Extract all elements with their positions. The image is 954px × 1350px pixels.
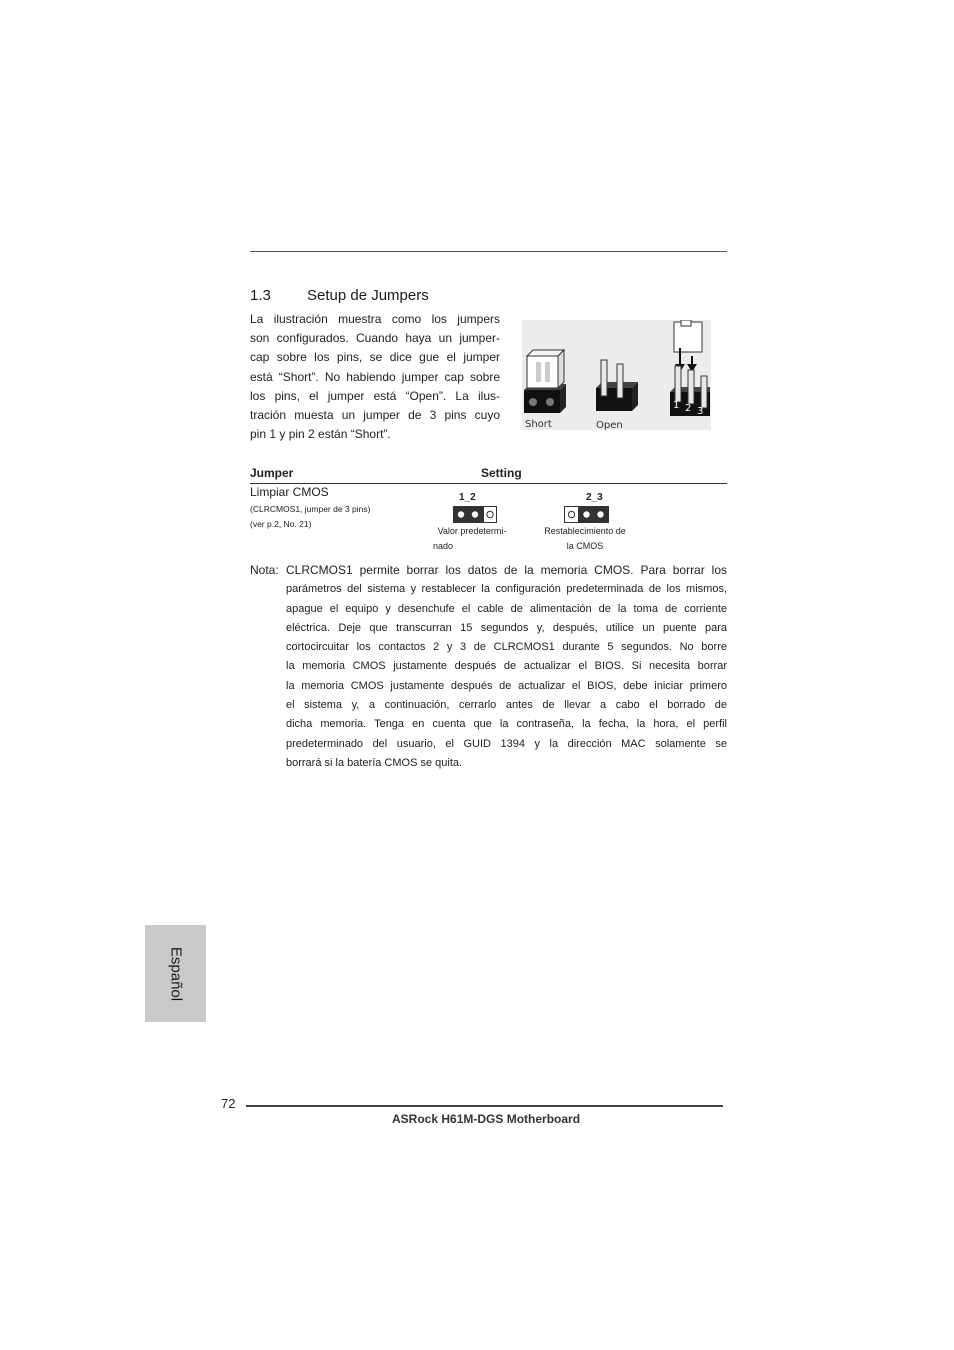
intro-line: cap sobre los pins, se dice gue el jumper [250,350,500,365]
intro-line: pin 1 y pin 2 están “Short”. [250,427,391,442]
table-header-setting: Setting [481,466,522,480]
jumper-subtitle: (CLRCMOS1, jumper de 3 pins) [250,504,371,514]
setting-2-3-caption-line: Restablecimiento de [544,526,626,536]
note-line: el sistema y, a continuación, cerrarlo antes de llevar a cabo el borrado de [286,699,727,712]
footer-title: ASRock H61M-DGS Motherboard [392,1112,581,1126]
section-title-text: Setup de Jumpers [307,287,429,304]
note-line: eléctrica. Deje que transcurran 15 segundos y, después, utilice un puente para [286,621,727,634]
pin-number: 2 [685,403,692,414]
note-line: la memoria CMOS justamente después de actualizar el BIOS. Si necesita borrar [286,660,727,673]
intro-line: tración muesta un jumper de 3 pins cuyo [250,408,500,423]
section-number: 1.3 [250,287,271,304]
note-line: parámetros del sistema y restablecer la configuración predeterminada de los mismos, [286,583,727,596]
jumper-name: Limpiar CMOS [250,485,329,499]
note-line: predeterminado del usuario, el GUID 1394 y la dirección MAC solamente se [286,737,727,750]
jumper-reference: (ver p.2, No. 21) [250,519,312,529]
open-jumper-graphic [596,360,638,430]
setting-2-3-caption [535,524,635,554]
setting-1-2-label: 1_2 [459,492,476,503]
jumper-illustration-graphic [522,320,711,430]
pin-number: 3 [697,406,704,417]
language-tab-label: Español [167,946,184,1001]
jumper-illustration [522,320,711,430]
short-jumper-graphic [524,350,566,430]
setting-1-2-caption-line: Valor predetermi- [437,526,507,536]
short-label: Short [525,419,552,430]
note-line: apague el equipo y desenchufe el cable de alimentación de la toma de corriente [286,602,727,615]
intro-paragraph [250,310,500,444]
header-divider [250,251,727,252]
note-line: la memoria CMOS justamente después de actualizar el BIOS, debe iniciar primero [286,679,727,692]
open-label: Open [596,420,623,430]
intro-line: está “Short”. No habiendo jumper cap sobre [250,369,500,384]
setting-2-3-label: 2_3 [586,492,603,503]
note-line: CLRCMOS1 permite borrar los datos de la memoria CMOS. Para borrar los [286,563,727,577]
section-title [250,287,429,304]
setting-1-2-caption-line: nado [433,541,454,551]
intro-line: La ilustración muestra como los jumpers [250,312,500,326]
note-line: dicha memoria. Tenga en cuenta que la contraseña, la fecha, la hora, el perfil [286,718,727,731]
note-line: borrará si la batería CMOS se quita. [286,756,463,769]
note-line: cortocircuitar los contactos 2 y 3 de CLRCMOS1 durante 5 segundos. No borre [286,641,727,654]
table-header-jumper: Jumper [250,466,294,480]
intro-line: los pins, el jumper está “Open”. La ilus- [250,388,500,403]
intro-line: son configurados. Cuando haya un jumper- [250,331,500,346]
language-tab [145,925,206,1022]
note-label: Nota: [250,563,279,577]
setting-2-3-caption-line: la CMOS [566,541,604,551]
pin-number: 1 [673,400,680,411]
page-number: 72 [221,1096,236,1111]
table-header-rule [250,483,727,484]
footer-divider [246,1105,723,1107]
three-pin-jumper-graphic [670,320,710,417]
note-paragraph [286,561,727,773]
setting-1-2-caption [425,524,519,554]
